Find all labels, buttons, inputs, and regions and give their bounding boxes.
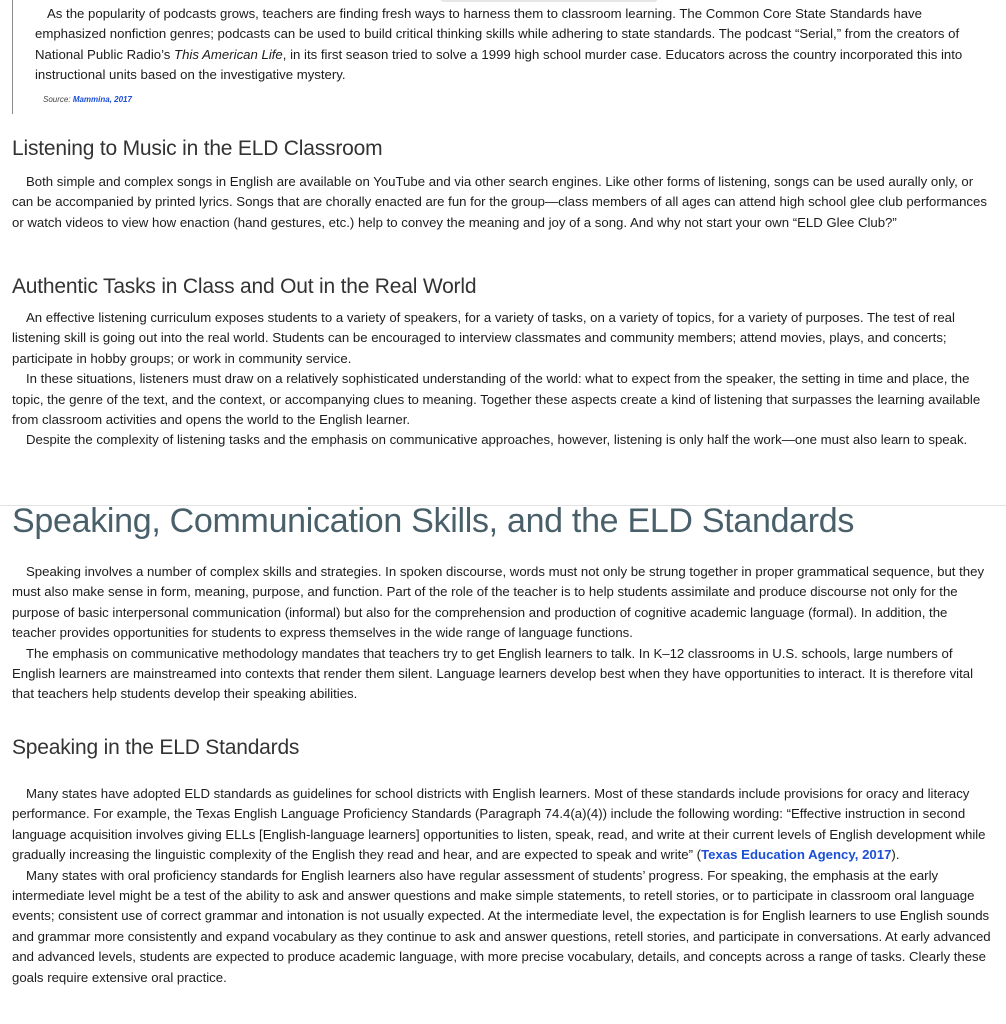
section-heading-music: Listening to Music in the ELD Classroom xyxy=(12,137,383,160)
tasks-paragraph-2: In these situations, listeners must draw on a relatively sophisticated understanding of the world: what to expect from the speaker, the setting in time and place, the topic, the genre of the text, and the context, or accompanying clues to meaning. Together these aspects create a kind of listening that surpasses the learning available from classroom activities and opens the world to the English learner. xyxy=(12,371,981,428)
tasks-paragraph-1: An effective listening curriculum exposes students to a variety of speakers, for a variety of tasks, on a variety of topics, for a variety of purposes. The test of real listening skill is going out into the real world. Students can be encouraged to interview classmates and community members; attend movies, plays, and concerts; participate in hobby groups; or work in community service. xyxy=(12,310,955,366)
source-link-mammina[interactable]: Mammina, 2017 xyxy=(72,94,132,104)
speaking-paragraph-1: Speaking involves a number of complex skills and strategies. In spoken discourse, words must not only be strung together in proper grammatical sequence, but they must also make sense in form, meaning, purpose, and function. Part of the role of the teacher is to help students assimilate and produce discourse not only for the purpose of basic interpersonal communication (informal) but also for the comprehension and production of cognitive academic language (formal). In addition, the teacher provides opportunities for students to express themselves in the wide range of language functions. xyxy=(12,564,985,641)
citation-link-texas-education-agency[interactable]: Texas Education Agency, 2017 xyxy=(701,847,892,863)
chapter-heading-speaking: Speaking, Communication Skills, and the ELD Standards xyxy=(12,502,855,540)
tasks-paragraph-3: Despite the complexity of listening tasks and the emphasis on communicative approaches, however, listening is only half the work—one must also learn to speak. xyxy=(26,432,968,448)
standards-section-body xyxy=(12,784,992,988)
tasks-section-body xyxy=(12,308,992,451)
podcast-sidebar-quote xyxy=(12,0,972,114)
quote-source: Source: Mammina, 2017 xyxy=(43,94,132,104)
music-section-body xyxy=(12,172,992,233)
speaking-paragraph-2: The emphasis on communicative methodology mandates that teachers try to get English learners to talk. In K–12 classrooms in U.S. schools, large numbers of English learners are mainstreamed into contexts that render them silent. Language learners develop best when they have opportunities to interact. It is therefore vital that teachers help students develop their speaking abilities. xyxy=(12,645,974,702)
section-heading-speaking-standards: Speaking in the ELD Standards xyxy=(12,736,300,759)
section-heading-authentic-tasks: Authentic Tasks in Class and Out in the Real World xyxy=(12,275,477,298)
standards-paragraph-1: Many states have adopted ELD standards as guidelines for school districts with English learners. Most of these standards include provisions for oracy and literacy performance. For example, the Texas English Language Proficiency Standards (Paragraph 74.4(a)(4)) include the following wording: “Effective instruction in second language acquisition involves giving ELLs [English-language learners] opportunities to listen, speak, read, and write at their current levels of English development while gradually increasing the linguistic complexity of the English they read and hear, and are expected to speak and write” (Texas Education Agency, 2017). xyxy=(12,786,986,863)
speaking-section-body xyxy=(12,562,992,705)
quote-paragraph: As the popularity of podcasts grows, teachers are finding fresh ways to harness them to classroom learning. The Common Core State Standards have emphasized nonfiction genres; podcasts can be used to build critical thinking skills while adhering to state standards. The podcast “Serial,” from the creators of National Public Radio’s This American Life, in its first season tried to solve a 1999 high school murder case. Educators across the country incorporated this into instructional units based on the investigative mystery. xyxy=(35,6,963,83)
music-paragraph-1: Both simple and complex songs in English are available on YouTube and via other search engines. Like other forms of listening, songs can be used aurally only, or can be accompanied by printed lyrics. Songs that are chorally enacted are fun for the group—class members of all ages can attend high school glee club performances or watch videos to view how enaction (hand gestures, etc.) help to convey the meaning and joy of a song. And why not start your own “ELD Glee Club?” xyxy=(12,174,987,230)
show-title: This American Life xyxy=(174,46,283,62)
standards-paragraph-2: Many states with oral proficiency standards for English learners also have regular assessment of students’ progress. For speaking, the emphasis at the early intermediate level might be a test of the ability to ask and answer questions and make simple statements, to retell stories, or to participate in classroom oral language events; consistent use of correct grammar and intonation is not usually expected. At the intermediate level, the expectation is for English learners to use English sounds and grammar more consistently and expand vocabulary as they continue to ask and answer questions, retell stories, and participate in conversations. At early advanced and advanced levels, students are expected to produce academic language, with more precise vocabulary, details, and concepts across a range of tasks. Clearly these goals require extensive oral practice. xyxy=(12,867,991,985)
